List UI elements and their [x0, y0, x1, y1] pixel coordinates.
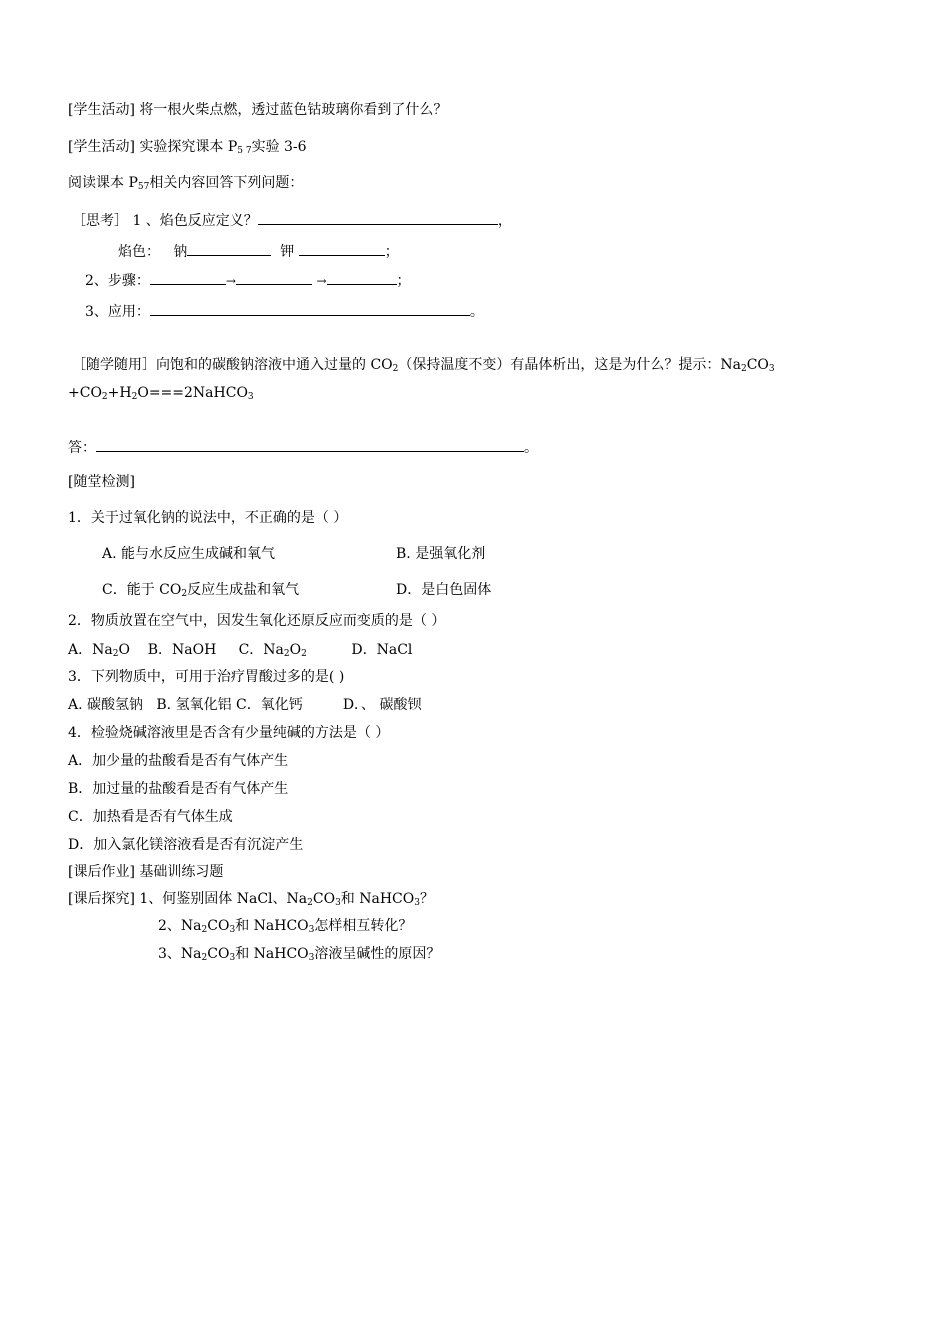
question-3-options — [68, 695, 422, 715]
definition-blank[interactable] — [258, 210, 498, 225]
reading-instruction: 阅读课本 $P_{57}$相关内容回答下列问题： — [68, 175, 304, 192]
question-4-option-b: B．加过量的盐酸看是否有气体产生 — [68, 781, 289, 797]
arrow-icon: → — [316, 274, 327, 288]
follow-up-question-line-1: ［随学随用］向饱和的碳酸钠溶液中通入过量的 $CO_2$（保持温度不变）有晶体析出，这是为什么？提示：$Na_2CO_3$ — [72, 357, 775, 374]
question-2-options — [68, 640, 412, 660]
follow-up-question-line-2: $+CO_2+H_2O===2NaHCO_3$ — [68, 385, 254, 402]
section-title-check: [随堂检测] — [68, 474, 135, 490]
answer-blank[interactable] — [96, 437, 524, 452]
question-1-stem: 1．关于过氧化钠的说法中，不正确的是（ ） — [68, 510, 348, 526]
question-3-option-c: C．氧化钙 — [236, 697, 303, 713]
question-1-option-a: A. 能与水反应生成碱和氧气 — [102, 546, 276, 562]
question-2-option-c: C．$Na_2O_2$ — [238, 642, 307, 659]
think-question-1: ［思考］ 1 、焰色反应定义？ ， — [72, 210, 512, 231]
activity-1: [学生活动] 将一根火柴点燃，透过蓝色钴玻璃你看到了什么？ — [68, 102, 448, 118]
question-3-option-d: D．、 碳酸钡 — [342, 697, 422, 713]
potassium-color-blank[interactable] — [299, 241, 385, 256]
question-4-option-c: C．加热看是否有气体生成 — [68, 809, 233, 825]
step-3-blank[interactable] — [327, 270, 397, 285]
application-blank[interactable] — [150, 301, 470, 316]
question-2-option-b: B．NaOH — [147, 642, 217, 658]
question-3-option-b: B. 氢氧化铝 — [156, 697, 232, 713]
question-2-option-d: D．NaCl — [351, 642, 413, 658]
think-question-3: 3、应用： 。 — [85, 301, 484, 322]
sodium-color-blank[interactable] — [187, 241, 271, 256]
step-2-blank[interactable] — [236, 270, 312, 285]
question-2-option-a: A．$Na_2O$ — [68, 642, 130, 659]
question-2-stem: 2．物质放置在空气中，因发生氧化还原反应而变质的是（ ） — [68, 613, 446, 629]
flame-color-line: 焰色： 钠 钾 ； — [118, 241, 399, 262]
explore-item-1: [课后探究] 1、何鉴别固体 NaCl、$Na_2CO_3$和 NaHCO$_3$？ — [68, 891, 434, 908]
question-3-option-a: A. 碳酸氢钠 — [68, 697, 144, 713]
question-3-stem: 3．下列物质中，可用于治疗胃酸过多的是( ) — [68, 669, 345, 685]
answer-line: 答： 。 — [68, 437, 538, 458]
question-4-option-d: D．加入氯化镁溶液看是否有沉淀产生 — [68, 837, 304, 853]
homework-line: [课后作业] 基础训练习题 — [68, 864, 224, 880]
question-4-option-a: A．加少量的盐酸看是否有气体产生 — [68, 753, 289, 769]
explore-item-2: 2、$Na_2CO_3$和 NaHCO$_3$怎样相互转化？ — [158, 918, 413, 935]
question-4-stem: 4．检验烧碱溶液里是否含有少量纯碱的方法是（ ） — [68, 725, 390, 741]
arrow-icon: → — [225, 274, 236, 288]
explore-item-3: 3、$Na_2CO_3$和 NaHCO$_3$溶液呈碱性的原因？ — [158, 946, 441, 963]
step-1-blank[interactable] — [150, 270, 226, 285]
activity-2: [学生活动] 实验探究课本 $P_{5 7}$实验 3-6 — [68, 139, 307, 156]
question-1-option-b: B. 是强氧化剂 — [396, 546, 486, 562]
think-question-2: 2、步骤： → → ； — [85, 270, 411, 291]
question-1-option-d: D．是白色固体 — [396, 582, 492, 598]
question-1-option-c: C．能于 $CO_2$反应生成盐和氧气 — [102, 582, 300, 599]
